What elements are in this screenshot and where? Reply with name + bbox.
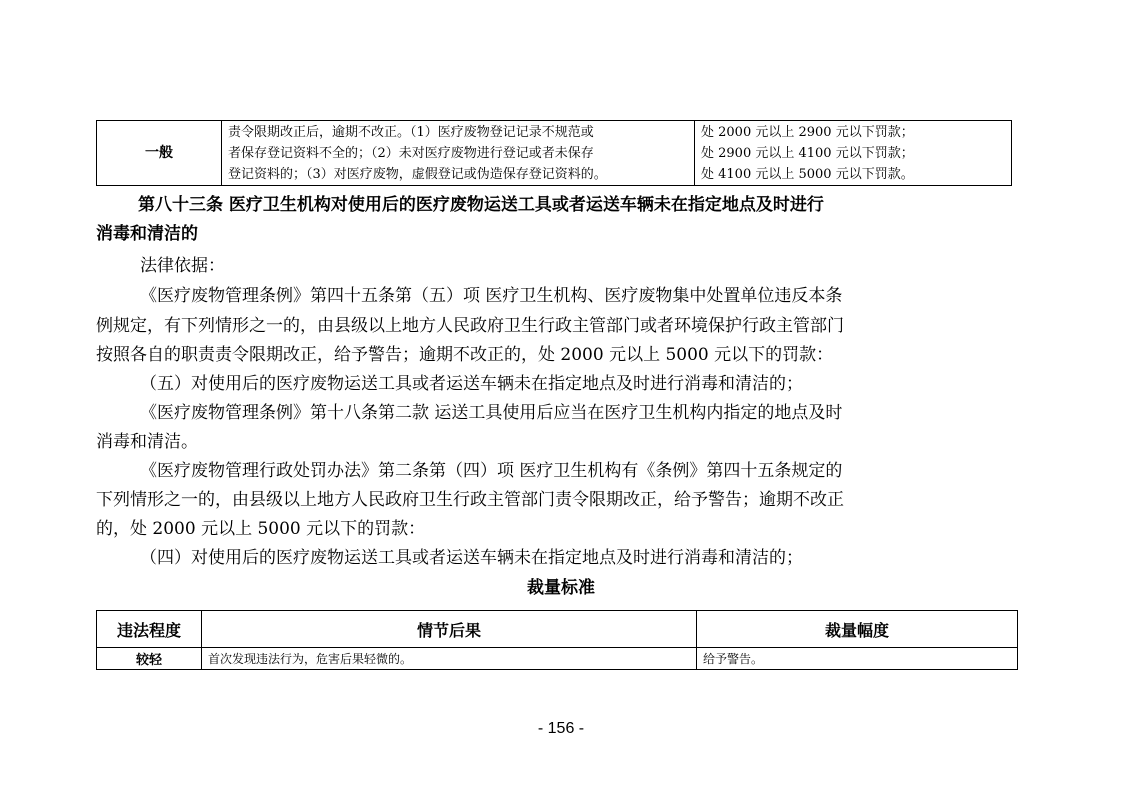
column-header: 裁量幅度 [697, 611, 1018, 648]
severity-level-cell: 一般 [97, 121, 222, 186]
paragraph-line: 下列情形之一的，由县级以上地方人民政府卫生行政主管部门责令限期改正，给予警告；逾期不改正 [96, 490, 844, 510]
column-header: 情节后果 [202, 611, 697, 648]
legal-basis-label: 法律依据： [140, 256, 225, 276]
description-line: 登记资料的；（3）对医疗废物，虚假登记或伪造保存登记资料的。 [228, 166, 607, 182]
penalty-cell [695, 121, 1012, 186]
penalty-table-continued [96, 120, 1012, 186]
description-cell [222, 121, 695, 186]
paragraph-line: 《医疗废物管理条例》第十八条第二款 运送工具使用后应当在医疗卫生机构内指定的地点及时 [140, 403, 843, 423]
standard-title: 裁量标准 [527, 578, 595, 598]
paragraph-line: （四）对使用后的医疗废物运送工具或者运送车辆未在指定地点及时进行消毒和清洁的； [140, 548, 803, 568]
paragraph-line: 《医疗废物管理条例》第四十五条第（五）项 医疗卫生机构、医疗废物集中处置单位违反本条 [140, 286, 843, 306]
paragraph-line: 消毒和清洁。 [96, 432, 198, 452]
article-title-line1: 第八十三条 医疗卫生机构对使用后的医疗废物运送工具或者运送车辆未在指定地点及时进行 [138, 195, 824, 215]
penalty-line: 处 2000 元以上 2900 元以下罚款； [701, 124, 914, 140]
description-line: 责令限期改正后，逾期不改正。（1）医疗废物登记记录不规范或 [228, 124, 594, 140]
column-header: 违法程度 [97, 611, 202, 648]
paragraph-line: 按照各自的职责责令限期改正，给予警告；逾期不改正的，处 2000 元以上 5000 元以下的罚款： [96, 345, 834, 365]
table-row [97, 121, 1012, 186]
consequence-cell: 首次发现违法行为，危害后果轻微的。 [202, 648, 697, 670]
paragraph-line: 例规定，有下列情形之一的，由县级以上地方人民政府卫生行政主管部门或者环境保护行政主管部门 [96, 316, 844, 336]
paragraph-line: 《医疗废物管理行政处罚办法》第二条第（四）项 医疗卫生机构有《条例》第四十五条规定的 [140, 461, 843, 481]
penalty-line: 处 2900 元以上 4100 元以下罚款； [701, 145, 914, 161]
article-title-line2: 消毒和清洁的 [96, 224, 198, 244]
penalty-line: 处 4100 元以上 5000 元以下罚款。 [701, 166, 914, 182]
paragraph-line: （五）对使用后的医疗废物运送工具或者运送车辆未在指定地点及时进行消毒和清洁的； [140, 374, 803, 394]
description-line: 者保存登记资料不全的；（2）未对医疗废物进行登记或者未保存 [228, 145, 594, 161]
page-number: - 156 - [537, 720, 585, 737]
table-row [97, 648, 1018, 670]
paragraph-line: 的，处 2000 元以上 5000 元以下的罚款： [96, 519, 426, 539]
table-header-row [97, 611, 1018, 648]
severity-level-cell: 较轻 [97, 648, 202, 670]
discretion-standard-table [96, 610, 1018, 670]
penalty-range-cell: 给予警告。 [697, 648, 1018, 670]
